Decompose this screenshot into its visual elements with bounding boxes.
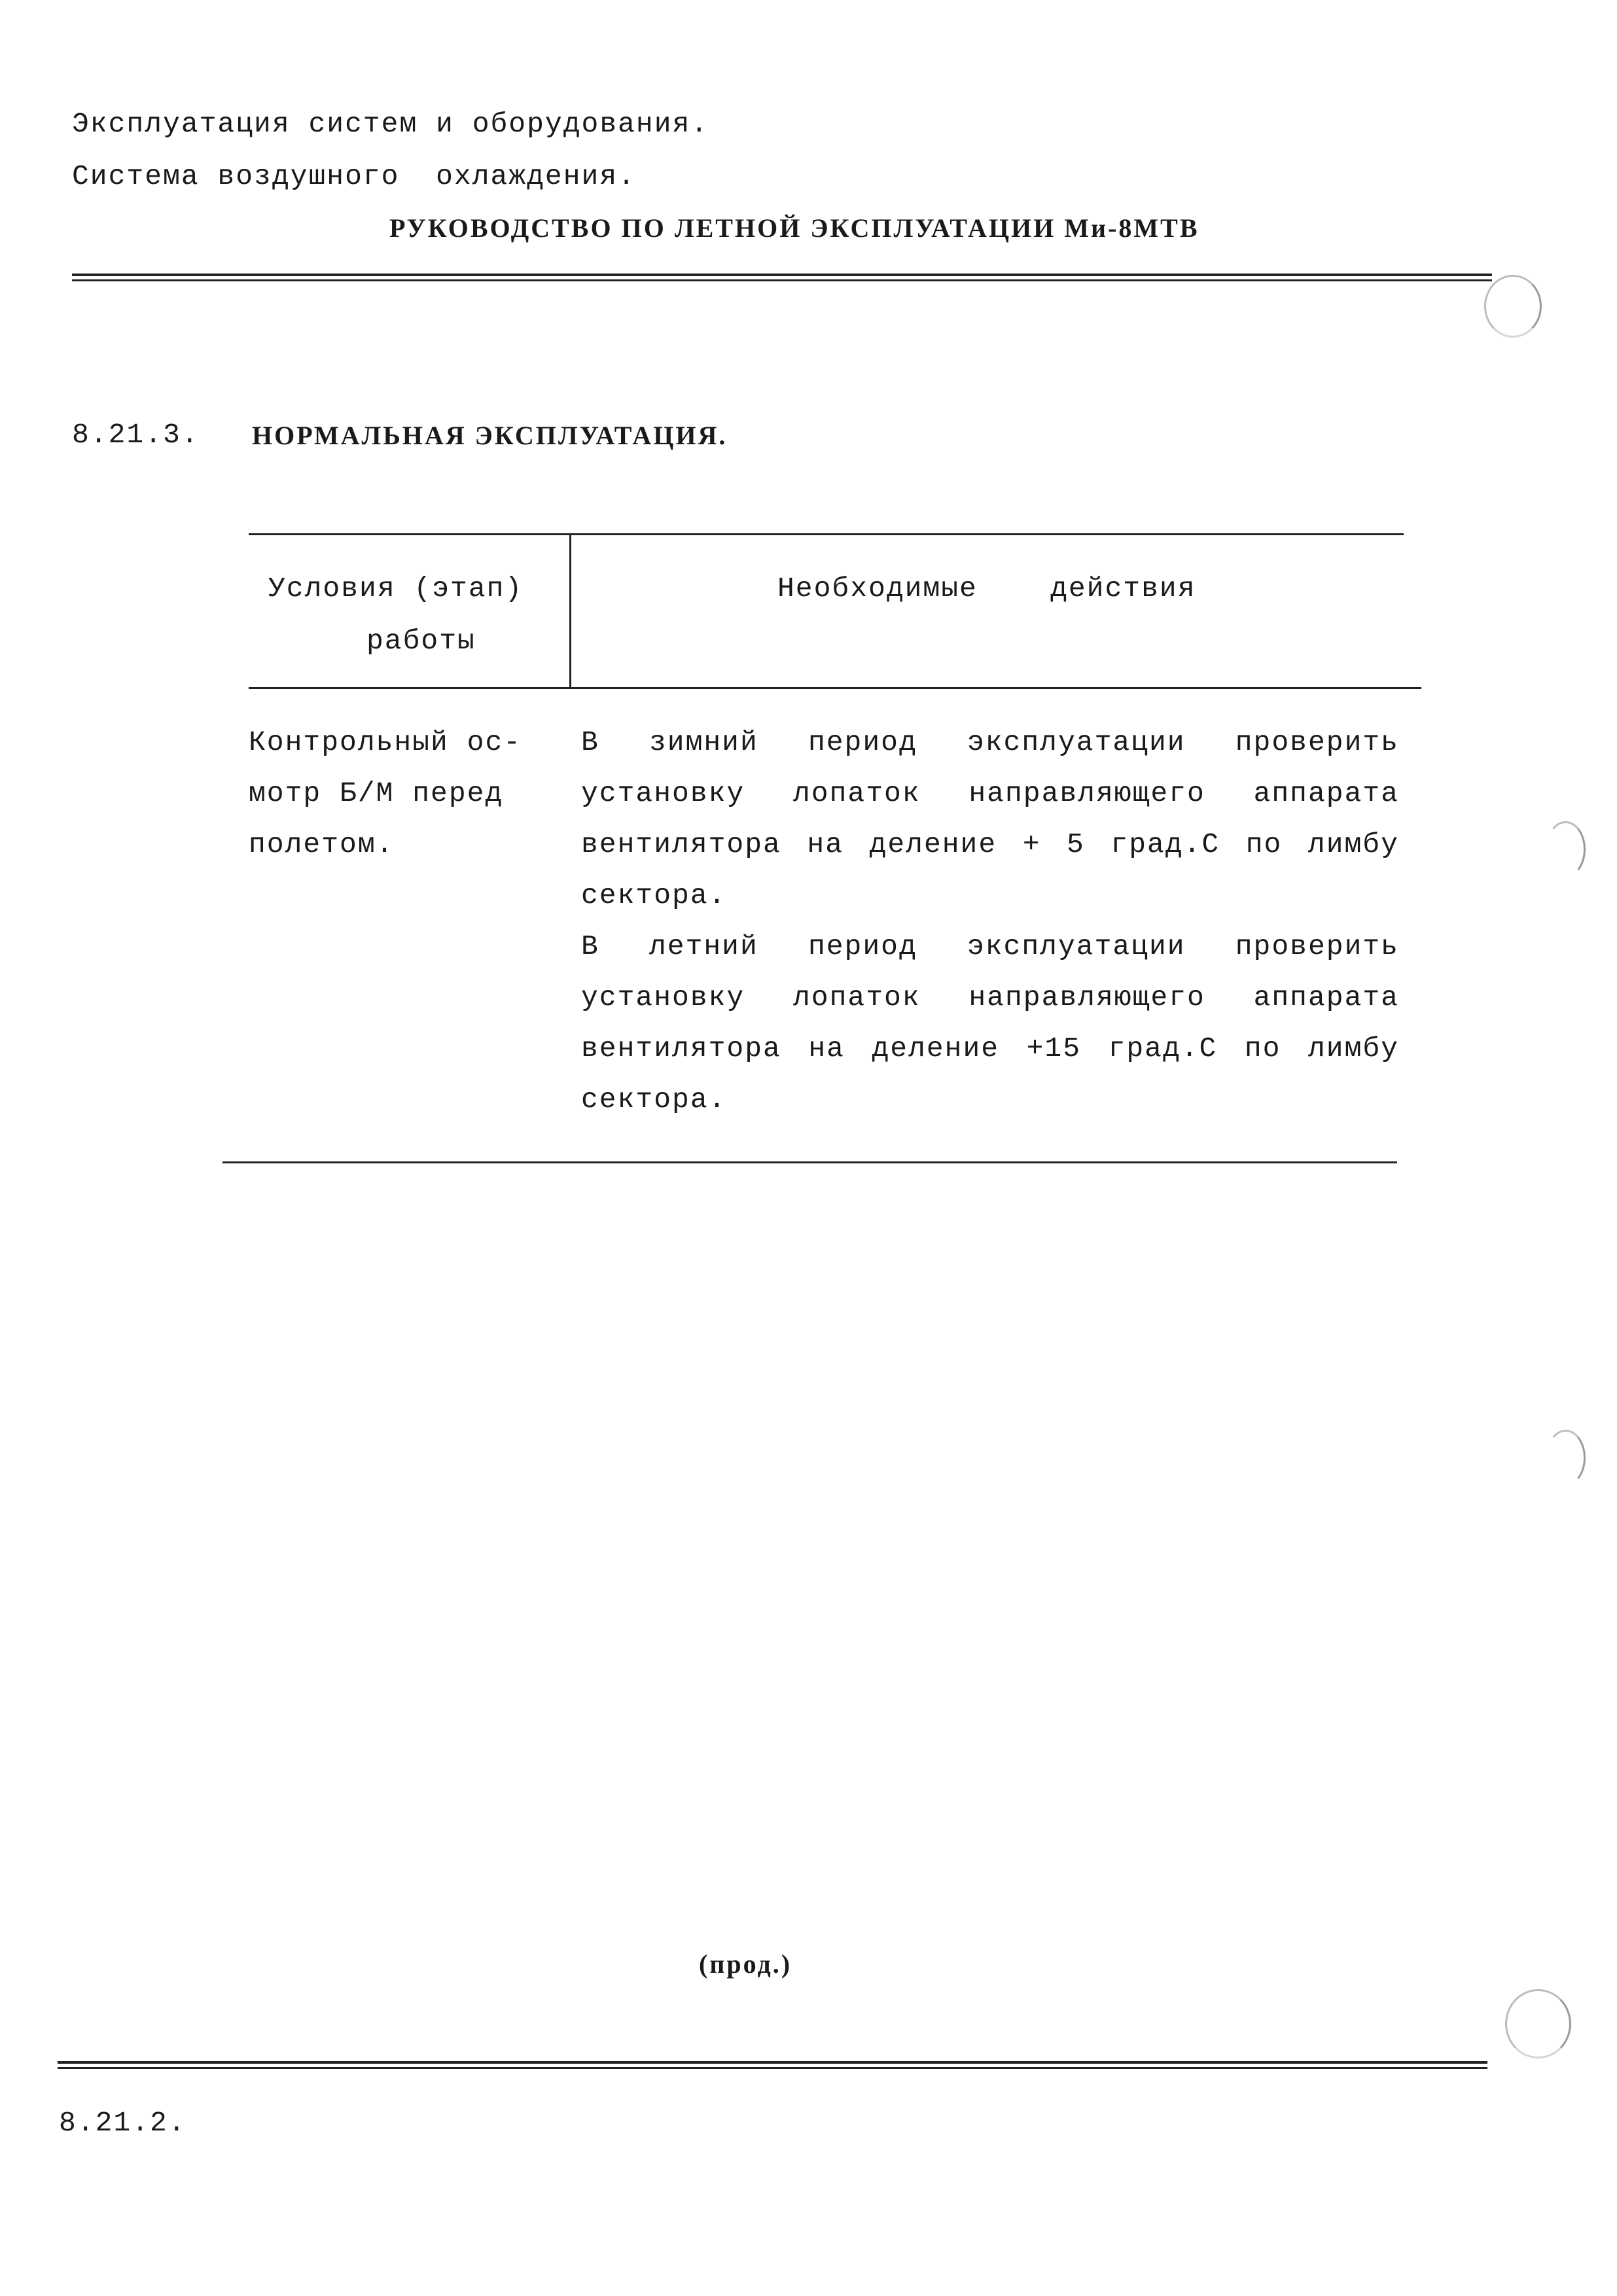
action-line (581, 879, 1399, 911)
action-word: на (807, 828, 844, 860)
punch-hole-2 (1546, 821, 1586, 877)
table-top-rule (249, 533, 1404, 535)
action-word: град.С (1111, 828, 1220, 860)
action-word: +15 (1026, 1033, 1082, 1065)
action-word: сектора. (581, 1084, 727, 1116)
action-line (581, 828, 1399, 860)
action-word: 5 (1067, 828, 1085, 860)
action-word: зимний (649, 726, 758, 758)
action-word: период (808, 930, 917, 963)
action-word: установку (581, 777, 745, 809)
condition-line: Контрольный ос- (249, 726, 522, 758)
header-double-rule (72, 274, 1492, 281)
action-word: град.С (1108, 1033, 1218, 1065)
action-word: на (808, 1033, 845, 1065)
action-word: лопаток (792, 981, 921, 1014)
column-header-conditions-cont: работы (366, 625, 476, 657)
punch-hole-1 (1484, 275, 1542, 338)
action-word: аппарата (1253, 777, 1399, 809)
column-header-conditions: Условия (этап) (268, 573, 524, 605)
action-word: сектора. (581, 879, 727, 911)
table-header-rule (249, 687, 1421, 689)
footer-double-rule (58, 2061, 1487, 2069)
table-bottom-rule (222, 1161, 1397, 1163)
action-word: проверить (1235, 930, 1399, 963)
action-line (581, 981, 1399, 1014)
section-number: 8.21.3. (72, 419, 200, 451)
continued-marker: (прод.) (699, 1949, 792, 1979)
punch-hole-4 (1505, 1989, 1571, 2058)
action-word: по (1244, 1033, 1281, 1065)
action-line (581, 726, 1399, 758)
header-line-2: Система воздушного охлаждения. (72, 160, 636, 192)
action-word: направляющего (968, 981, 1205, 1014)
action-word: проверить (1235, 726, 1399, 758)
action-word: аппарата (1253, 981, 1399, 1014)
action-word: лимбу (1307, 828, 1399, 860)
action-word: период (808, 726, 917, 758)
action-line (581, 930, 1399, 963)
action-line (581, 1033, 1399, 1065)
column-header-actions: Необходимые действия (777, 573, 1196, 605)
action-line (581, 1084, 1399, 1116)
action-word: направляющего (968, 777, 1205, 809)
manual-title: РУКОВОДСТВО ПО ЛЕТНОЙ ЭКСПЛУАТАЦИИ Ми-8МТВ (389, 213, 1199, 243)
action-word: В (581, 930, 599, 963)
action-word: вентилятора (581, 1033, 781, 1065)
action-word: деление (869, 828, 997, 860)
condition-line: мотр Б/М перед (249, 777, 504, 809)
section-title: НОРМАЛЬНАЯ ЭКСПЛУАТАЦИЯ. (252, 421, 728, 450)
action-word: лимбу (1307, 1033, 1399, 1065)
header-line-1: Эксплуатация систем и оборудования. (72, 108, 709, 140)
action-word: вентилятора (581, 828, 781, 860)
punch-hole-3 (1546, 1430, 1586, 1486)
action-word: эксплуатации (967, 930, 1186, 963)
action-word: эксплуатации (967, 726, 1186, 758)
action-word: деление (872, 1033, 1000, 1065)
action-word: + (1022, 828, 1041, 860)
table-column-divider (569, 535, 571, 687)
action-line (581, 777, 1399, 809)
page-number: 8.21.2. (59, 2107, 187, 2139)
condition-line: полетом. (249, 828, 395, 860)
action-word: установку (581, 981, 745, 1014)
action-word: В (581, 726, 599, 758)
action-word: лопаток (792, 777, 921, 809)
action-word: по (1245, 828, 1283, 860)
action-word: летний (649, 930, 758, 963)
